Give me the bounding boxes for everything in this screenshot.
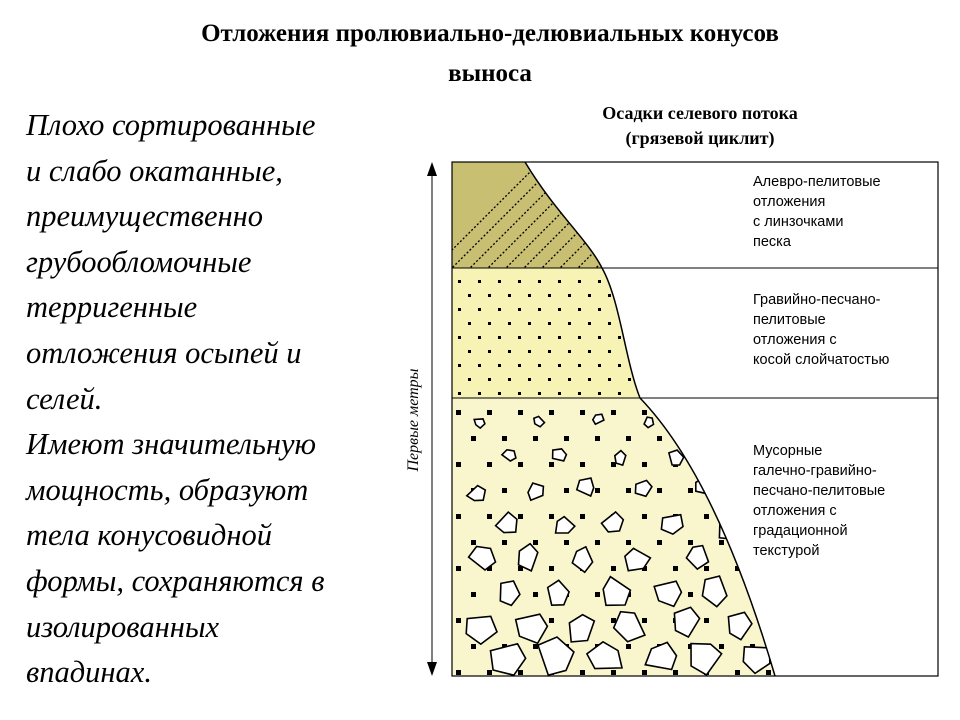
gravel-dot <box>688 540 693 545</box>
diagram-header-line-2: (грязевой циклит) <box>625 128 775 148</box>
gravel-dot <box>673 670 678 675</box>
sand-dot <box>468 350 471 353</box>
layer-label-debris <box>753 441 953 561</box>
gravel-dot <box>580 462 585 467</box>
layer-label-line: пелитовые <box>753 312 826 328</box>
sand-dot <box>528 322 531 325</box>
gravel-dot <box>735 670 740 675</box>
sand-dot <box>628 294 631 297</box>
gravel-dot <box>766 670 771 675</box>
gravel-dot <box>704 566 709 571</box>
gravel-dot <box>611 410 616 415</box>
sand-dot <box>548 322 551 325</box>
clast-fragment <box>729 445 742 459</box>
description-line: впадинах. <box>26 655 152 690</box>
sand-dot <box>518 280 521 283</box>
description-line: и слабо окатанные, <box>26 153 283 188</box>
description-line: тела конусовидной <box>26 518 272 553</box>
gravel-dot <box>735 462 740 467</box>
sand-dot <box>458 336 461 339</box>
gravel-dot <box>533 592 538 597</box>
layer-label-line: песчано-пелитовые <box>753 483 886 499</box>
sand-dot <box>468 294 471 297</box>
layer-label-line: Мусорные <box>753 443 823 459</box>
gravel-dot <box>456 566 461 571</box>
gravel-dot <box>580 514 585 519</box>
gravel-dot <box>642 514 647 519</box>
gravel-dot <box>456 618 461 623</box>
gravel-dot <box>626 436 631 441</box>
hatch-line <box>628 150 768 290</box>
gravel-dot <box>456 670 461 675</box>
gravel-dot <box>642 410 647 415</box>
gravel-dot <box>487 514 492 519</box>
sand-dot <box>578 364 581 367</box>
sand-dot <box>488 322 491 325</box>
sand-dot <box>498 364 501 367</box>
sand-dot <box>468 322 471 325</box>
sand-dot <box>478 336 481 339</box>
gravel-dot <box>533 436 538 441</box>
description-line: изолированных <box>26 609 220 644</box>
gravel-dot <box>735 410 740 415</box>
gravel-dot <box>704 514 709 519</box>
sand-dot <box>478 392 481 395</box>
sand-dot <box>518 364 521 367</box>
description-line: терригенные <box>26 290 198 325</box>
gravel-dot <box>673 566 678 571</box>
sand-dot <box>548 350 551 353</box>
sand-dot <box>548 294 551 297</box>
clast-fragment <box>762 415 772 427</box>
sand-dot <box>558 280 561 283</box>
layer-label-line: Алевро-пелитовые <box>753 174 881 190</box>
gravel-dot <box>487 462 492 467</box>
gravel-dot <box>502 488 507 493</box>
sand-dot <box>648 350 651 353</box>
gravel-dot <box>626 488 631 493</box>
sand-dot <box>498 280 501 283</box>
layer-label-line: песка <box>753 234 791 250</box>
gravel-sand-pelite-layer <box>452 268 640 398</box>
sand-dot <box>538 308 541 311</box>
sand-dot <box>488 350 491 353</box>
gravel-dot <box>518 670 523 675</box>
sand-dot <box>598 280 601 283</box>
sand-dot <box>528 294 531 297</box>
sand-dot <box>568 350 571 353</box>
layer-label-line: отложения с <box>753 503 837 519</box>
gravel-dot <box>719 436 724 441</box>
gravel-dot <box>580 410 585 415</box>
sand-dot <box>638 280 641 283</box>
sand-dot <box>498 308 501 311</box>
sand-dot <box>608 350 611 353</box>
sand-dot <box>458 364 461 367</box>
sand-dot <box>568 322 571 325</box>
sand-dot <box>478 364 481 367</box>
hatch-line <box>610 150 750 290</box>
gravel-dot <box>750 592 755 597</box>
gravel-dot <box>766 410 771 415</box>
description-line: Имеют значительную <box>26 427 317 462</box>
sand-dot <box>518 392 521 395</box>
description-line: мощность, образуют <box>26 472 309 507</box>
sand-dot <box>508 294 511 297</box>
gravel-dot <box>611 670 616 675</box>
sand-dot <box>628 350 631 353</box>
gravel-dot <box>595 488 600 493</box>
gravel-dot <box>518 410 523 415</box>
gravel-dot <box>657 488 662 493</box>
gravel-dot <box>533 540 538 545</box>
gravel-dot <box>642 618 647 623</box>
sand-dot <box>458 308 461 311</box>
description-line: селей. <box>26 381 103 416</box>
sand-dot <box>558 364 561 367</box>
gravel-dot <box>735 514 740 519</box>
sand-dot <box>608 378 611 381</box>
layer-label-gravel-sand-pelite <box>753 290 953 370</box>
slide-title-line-1: Отложения пролювиально-делювиальных конусов <box>201 20 779 47</box>
gravel-dot <box>704 462 709 467</box>
gravel-dot <box>657 436 662 441</box>
layer-label-silt-pelite <box>753 172 953 252</box>
gravel-dot <box>518 514 523 519</box>
layer-label-line: отложения <box>753 194 826 210</box>
sand-dot <box>538 280 541 283</box>
arrow-up-icon <box>427 162 437 176</box>
gravel-dot <box>704 618 709 623</box>
gravel-dot <box>580 670 585 675</box>
sand-dot <box>588 322 591 325</box>
sand-dot <box>518 308 521 311</box>
sand-dot <box>518 336 521 339</box>
gravel-dot <box>719 644 724 649</box>
gravel-dot <box>471 592 476 597</box>
layer-label-line: градационной <box>753 523 848 539</box>
sand-dot <box>488 294 491 297</box>
sand-dot <box>498 392 501 395</box>
clast-fragment <box>702 421 712 430</box>
sand-dot <box>638 336 641 339</box>
clast-fragment <box>757 583 784 608</box>
sand-dot <box>628 322 631 325</box>
gravel-dot <box>456 514 461 519</box>
sand-dot <box>618 308 621 311</box>
sand-dot <box>558 308 561 311</box>
sand-dot <box>618 280 621 283</box>
slide-title-line-2: выноса <box>448 60 532 87</box>
sand-dot <box>508 322 511 325</box>
sand-dot <box>508 350 511 353</box>
gravel-dot <box>549 410 554 415</box>
sand-dot <box>538 392 541 395</box>
sand-dot <box>468 378 471 381</box>
sand-dot <box>628 378 631 381</box>
gravel-dot <box>688 592 693 597</box>
sand-dot <box>558 392 561 395</box>
sand-dot <box>648 294 651 297</box>
layer-label-line: с линзочками <box>753 214 844 230</box>
gravel-dot <box>688 488 693 493</box>
gravel-dot <box>487 410 492 415</box>
description-line: формы, сохраняются в <box>26 563 325 598</box>
gravel-dot <box>704 410 709 415</box>
gravel-dot <box>502 540 507 545</box>
layer-label-line: текстурой <box>753 543 820 559</box>
diagram-header-line-1: Осадки селевого потока <box>602 103 798 123</box>
sand-dot <box>588 350 591 353</box>
gravel-dot <box>487 670 492 675</box>
gravel-dot <box>766 618 771 623</box>
gravel-dot <box>564 436 569 441</box>
gravel-dot <box>626 644 631 649</box>
sand-dot <box>578 392 581 395</box>
debris-layer <box>452 398 775 676</box>
layer-label-line: галечно-гравийно- <box>753 463 877 479</box>
gravel-dot <box>502 436 507 441</box>
sand-dot <box>508 378 511 381</box>
sand-dot <box>538 336 541 339</box>
sand-dot <box>588 378 591 381</box>
gravel-dot <box>611 566 616 571</box>
sand-dot <box>458 392 461 395</box>
description-line: Плохо сортированные <box>26 108 316 142</box>
description-line: отложения осыпей и <box>26 335 302 370</box>
gravel-dot <box>549 566 554 571</box>
layer-label-line: отложения с <box>753 332 837 348</box>
gravel-dot <box>719 540 724 545</box>
gravel-dot <box>471 644 476 649</box>
sand-dot <box>638 364 641 367</box>
sand-dot <box>618 364 621 367</box>
arrow-down-icon <box>427 662 437 676</box>
sand-dot <box>458 280 461 283</box>
layer-label-line: косой слойчатостью <box>753 352 890 368</box>
gravel-dot <box>564 540 569 545</box>
sand-dot <box>528 378 531 381</box>
gravel-dot <box>518 462 523 467</box>
sand-dot <box>578 280 581 283</box>
gravel-dot <box>642 462 647 467</box>
sand-dot <box>618 392 621 395</box>
gravel-dot <box>688 436 693 441</box>
sand-dot <box>648 322 651 325</box>
sand-dot <box>548 378 551 381</box>
gravel-dot <box>471 540 476 545</box>
sand-dot <box>598 308 601 311</box>
description-line: грубообломочные <box>26 244 252 279</box>
hatch-line <box>592 150 732 290</box>
description-line: преимущественно <box>26 199 264 234</box>
gravel-dot <box>766 566 771 571</box>
sand-dot <box>478 308 481 311</box>
silt-pelite-layer <box>452 162 602 268</box>
gravel-dot <box>595 436 600 441</box>
sand-dot <box>588 294 591 297</box>
sand-dot <box>568 378 571 381</box>
gravel-dot <box>471 436 476 441</box>
gravel-dot <box>456 410 461 415</box>
gravel-dot <box>657 540 662 545</box>
gravel-dot <box>719 488 724 493</box>
gravel-dot <box>595 540 600 545</box>
sand-dot <box>488 378 491 381</box>
gravel-dot <box>595 592 600 597</box>
sand-dot <box>578 308 581 311</box>
gravel-dot <box>456 462 461 467</box>
gravel-dot <box>564 488 569 493</box>
sand-dot <box>618 336 621 339</box>
sand-dot <box>528 350 531 353</box>
sand-dot <box>598 392 601 395</box>
sand-dot <box>598 336 601 339</box>
sand-dot <box>538 364 541 367</box>
gravel-dot <box>549 462 554 467</box>
gravel-dot <box>549 618 554 623</box>
sand-dot <box>608 322 611 325</box>
layer-label-line: Гравийно-песчано- <box>753 292 881 308</box>
scale-label: Первые метры <box>405 368 422 472</box>
gravel-dot <box>626 540 631 545</box>
gravel-dot <box>673 410 678 415</box>
sand-dot <box>498 336 501 339</box>
sand-dot <box>578 336 581 339</box>
sand-dot <box>558 336 561 339</box>
sand-dot <box>478 280 481 283</box>
sand-dot <box>638 308 641 311</box>
sand-dot <box>648 378 651 381</box>
gravel-dot <box>642 670 647 675</box>
sand-dot <box>598 364 601 367</box>
sand-dot <box>568 294 571 297</box>
gravel-dot <box>549 514 554 519</box>
sand-dot <box>608 294 611 297</box>
